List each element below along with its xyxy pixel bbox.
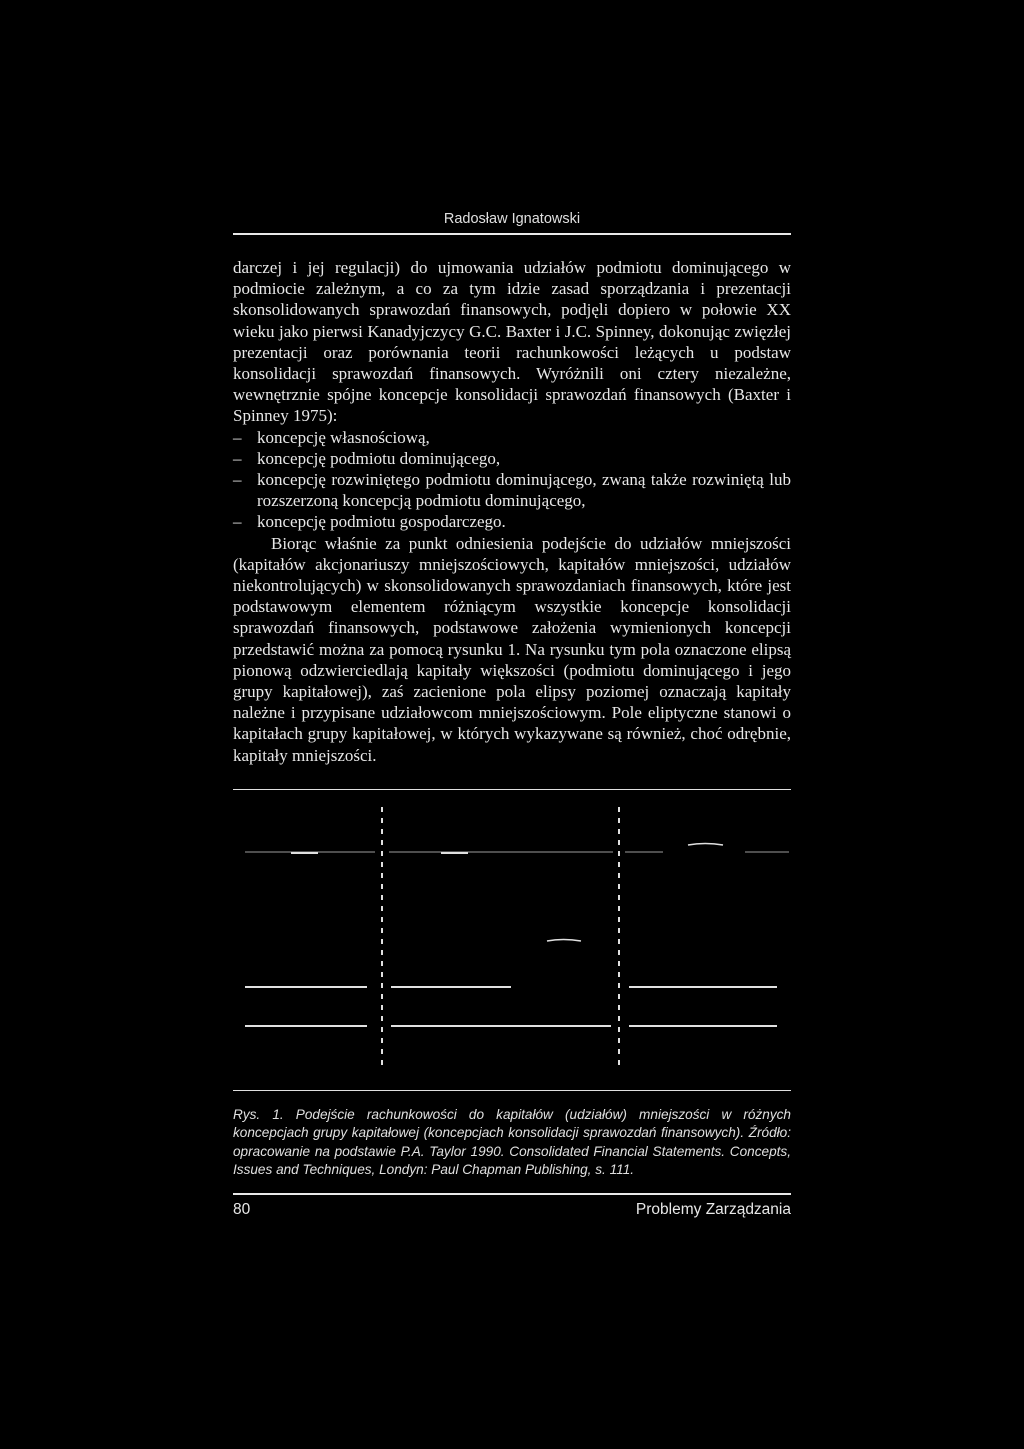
ellipse-fragment [547, 940, 581, 942]
main-text [233, 257, 791, 766]
figure-1-diagram [233, 789, 791, 1091]
figure-caption: Rys. 1. Podejście rachunkowości do kapitałów (udziałów) mniejszości w różnych koncepcjach grupy kapitałowej (koncepcjach konsolidacji sprawozdań finansowych). Źródło: opracowanie na podstawie P.A. Taylor 1990. Consolidated Financial Statements. Concepts, Issues and Techniques, Londyn: Paul Chapman Publishing, s. 111. [233, 1107, 791, 1178]
header-rule [233, 233, 791, 235]
ellipse-fragment [688, 844, 723, 846]
list-item: – koncepcję rozwiniętego podmiotu dominującego, zwaną także rozwiniętą lub rozszerzoną koncepcją podmiotu dominującego, [233, 469, 791, 511]
concept-list [233, 427, 791, 533]
page-footer [233, 1201, 791, 1219]
footer-rule [233, 1193, 791, 1195]
list-item: – koncepcję podmiotu dominującego, [233, 448, 791, 469]
list-item: – koncepcję podmiotu gospodarczego. [233, 511, 791, 532]
page-number: 80 [233, 1201, 251, 1218]
journal-name: Problemy Zarządzania [635, 1201, 791, 1218]
paragraph-2: Biorąc właśnie za punkt odniesienia podejście do udziałów mniejszości (kapitałów akcjonariuszy mniejszościowych, kapitałów mniejszości, udziałów niekontrolujących) w skonsolidowanych sprawozdaniach finansowych, które jest podstawowym elementem różniącym wszystkie koncepcje konsolidacji sprawozdań finansowych, podstawowe założenia wymienionych koncepcji przedstawić można za pomocą rysunku 1. Na rysunku tym pola oznaczone elipsą pionową odzwierciedlają kapitały większości (podmiotu dominującego i jego grupy kapitałowej), zaś zacienione pola elipsy poziomej oznaczają kapitały należne i przypisane udziałowcom mniejszościowym. Pole eliptyczne stanowi o kapitałach grupy kapitałowej, w których wykazywane są również, choć odrębnie, kapitały mniejszości. [233, 533, 791, 765]
paragraph-1: darczej i jej regulacji) do ujmowania udziałów podmiotu dominującego w podmiocie zależnym, a co za tym idzie zasad sporządzania i prezentacji skonsolidowanych sprawozdań finansowych, podjęli dopiero w połowie XX wieku jako pierwsi Kanadyjczycy G.C. Baxter i J.C. Spinney, dokonując zwięzłej prezentacji oraz porównania teorii rachunkowości leżących u podstaw konsolidacji sprawozdań finansowych. Wyróżnili oni cztery niezależne, wewnętrznie spójne koncepcje konsolidacji sprawozdań finansowych (Baxter i Spinney 1975): [233, 258, 791, 426]
list-item: – koncepcję własnościową, [233, 427, 791, 448]
running-header: Radosław Ignatowski [443, 211, 581, 227]
